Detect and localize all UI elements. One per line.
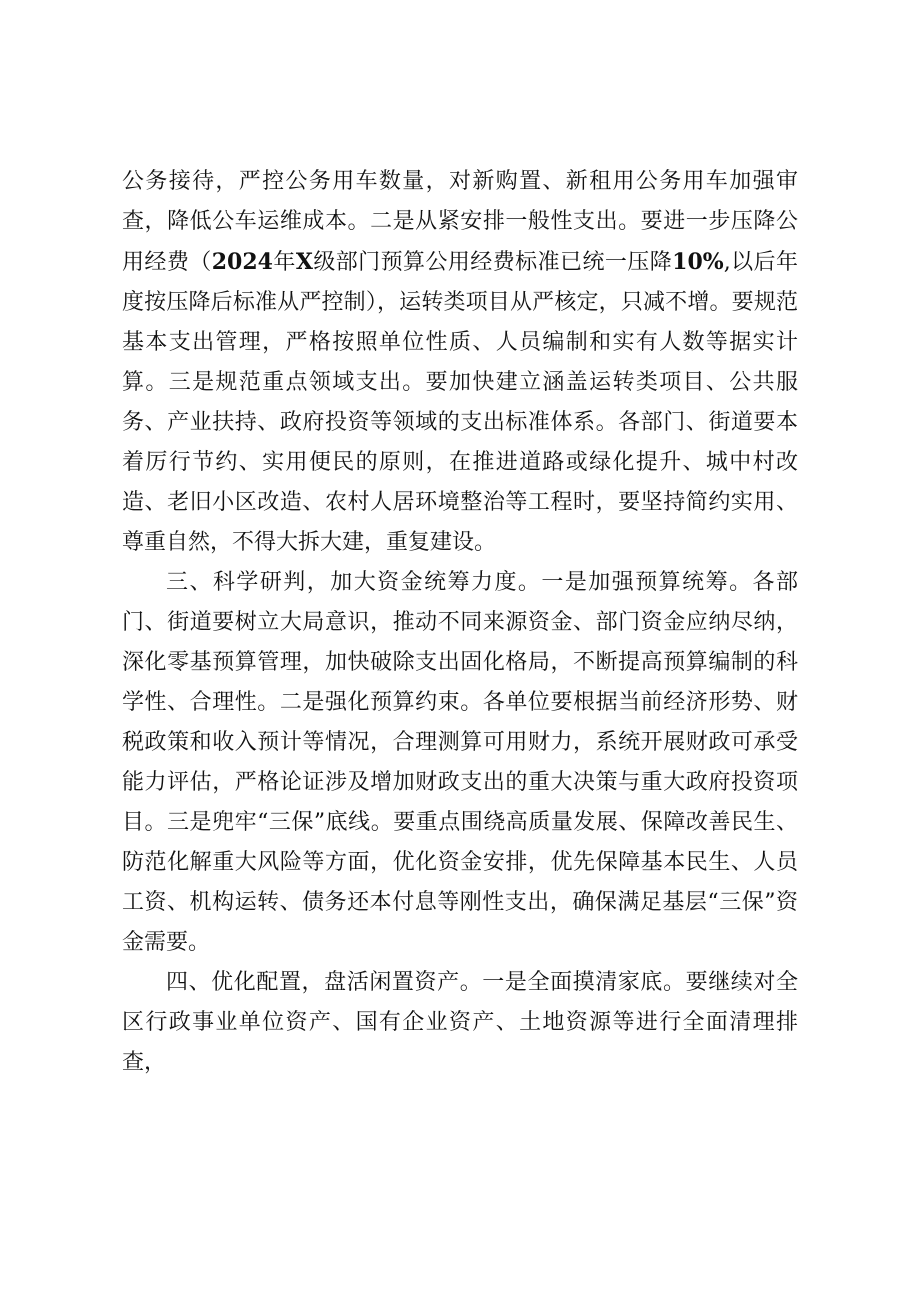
document-body bbox=[122, 162, 798, 1083]
paragraph-continued-seg-5: 10% bbox=[672, 249, 724, 275]
paragraph-continued bbox=[122, 162, 798, 563]
paragraph-continued-seg-3: X bbox=[295, 249, 313, 275]
paragraph-continued-seg-1: 2024 bbox=[211, 249, 273, 275]
paragraph-continued-seg-2: 年 bbox=[272, 250, 296, 275]
paragraph-continued-seg-4: 级部门预算公用经费标准已统一压降 bbox=[312, 250, 673, 275]
paragraph-section-three: 三、科学研判，加大资金统筹力度。一是加强预算统筹。各部门、街道要树立大局意识，推动不同来源资金、部门资金应纳尽纳，深化零基预算管理，加快破除支出固化格局，不断提高预算编制的科学性、合理性。二是强化预算约束。各单位要根据当前经济形势、财税政策和收入预计等情况，合理测算可用财力，系统开展财政可承受能力评估，严格论证涉及增加财政支出的重大决策与重大政府投资项目。三是兜牢“三保”底线。要重点围绕高质量发展、保障改善民生、防范化解重大风险等方面，优化资金安排，优先保障基本民生、人员工资、机构运转、债务还本付息等刚性支出，确保满足基层“三保”资金需要。 bbox=[122, 570, 798, 955]
paragraph-continued-seg-6: ,以后年度按压降后标准从严控制），运转类项目从严核定，只减不增。要规范基本支出管理，严格按照单位性质、人员编制和实有人数等据实计算。三是规范重点领域支出。要加快建立涵盖运转类项目、公共服务、产业扶持、政府投资等领域的支出标准体系。各部门、街道要本着厉行节约、实用便民的原则，在推进道路或绿化提升、城中村改造、老旧小区改造、农村人居环境整治等工程时，要坚持简约实用、尊重自然，不得大拆大建，重复建设。 bbox=[122, 250, 798, 555]
paragraph-continued-seg-0: 公务接待，严控公务用车数量，对新购置、新租用公务用车加强审查，降低公车运维成本。二是从紧安排一般性支出。要进一步压降公用经费（ bbox=[122, 169, 798, 275]
paragraph-section-four: 四、优化配置，盘活闲置资产。一是全面摸清家底。要继续对全区行政事业单位资产、国有企业资产、土地资源等进行全面清理排查， bbox=[122, 970, 798, 1075]
